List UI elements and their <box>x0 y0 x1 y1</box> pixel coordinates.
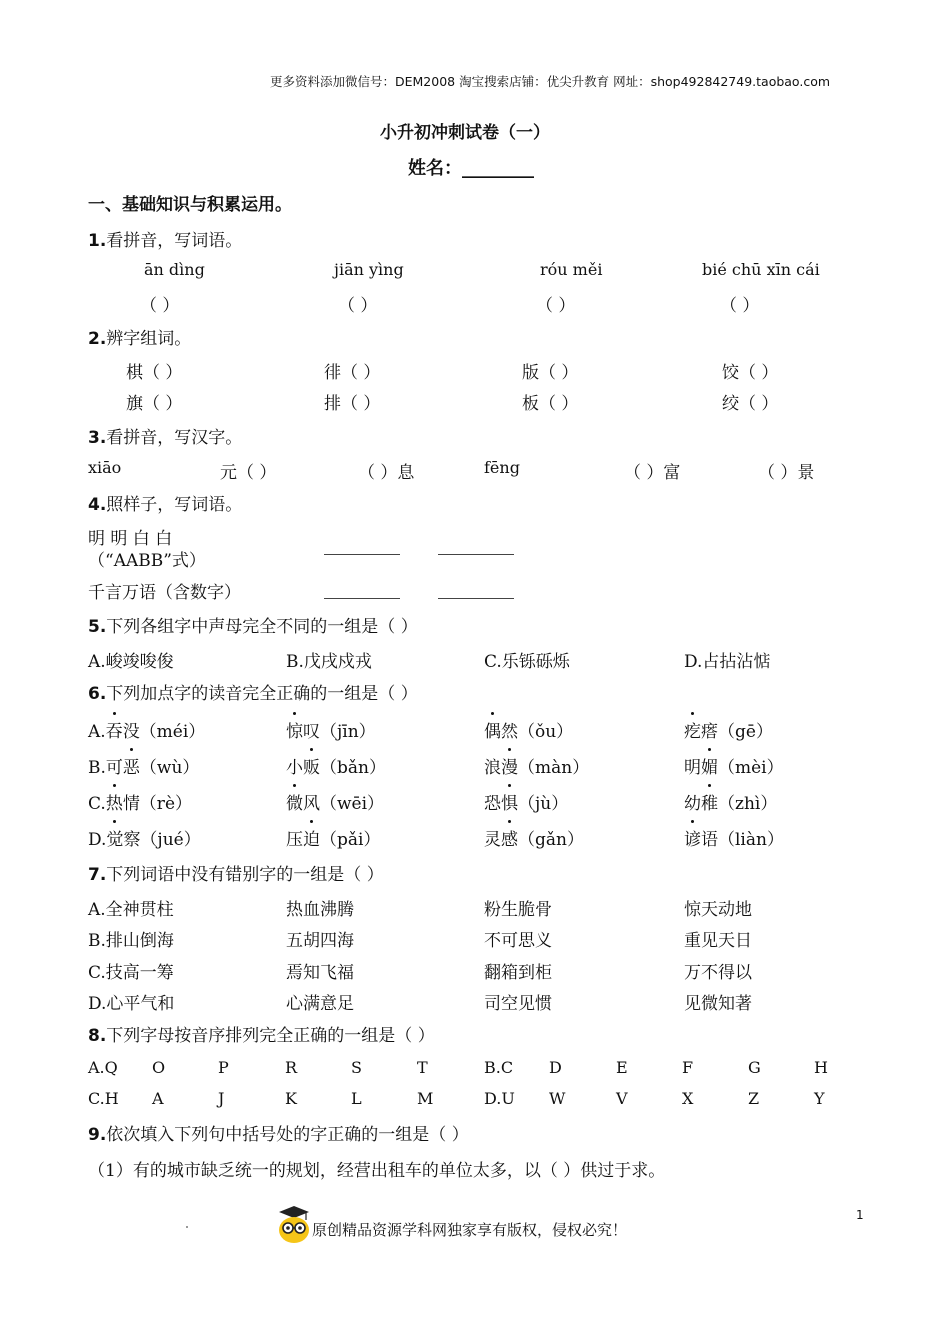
answer-blank[interactable]: （ ） <box>140 296 180 316</box>
option[interactable]: B.排山倒海 <box>88 931 174 951</box>
fill-blank[interactable]: （ ）息 <box>358 463 415 483</box>
footer-copyright: 原创精品资源学科网独家享有版权，侵权必究！ <box>312 1221 628 1239</box>
option-prefix: C. <box>88 794 106 814</box>
option-prefix: 压 <box>286 830 303 850</box>
option[interactable]: 惊天动地 <box>684 900 752 920</box>
letter-option: T <box>417 1058 428 1077</box>
option-prefix: A. <box>88 722 106 742</box>
dotted-char: 偶 <box>484 717 501 742</box>
example-pattern: （“AABB”式） <box>88 551 206 571</box>
example-word: 明 明 白 白 <box>88 529 173 549</box>
fill-blank[interactable]: （ ）富 <box>624 463 681 483</box>
option-prefix: 明 <box>684 758 701 778</box>
question-text: 下列词语中没有错别字的一组是（ ） <box>106 865 384 885</box>
dotted-char: 谚 <box>684 825 701 850</box>
question-5 <box>88 612 418 637</box>
letter-option: Z <box>748 1089 760 1108</box>
option[interactable]: 热血沸腾 <box>286 900 354 920</box>
question-8 <box>88 1021 435 1046</box>
letter-option: D <box>549 1058 562 1077</box>
option[interactable] <box>286 789 384 814</box>
letter-option: M <box>417 1089 434 1108</box>
pinyin-3: róu měi <box>540 260 603 279</box>
answer-line[interactable] <box>438 553 514 555</box>
question-number: 4. <box>88 495 107 515</box>
word-pair[interactable]: 版（ ） <box>522 363 579 383</box>
word-pair[interactable]: 饺（ ） <box>722 363 779 383</box>
option-prefix: 恐 <box>484 794 501 814</box>
dotted-char: 热 <box>106 789 123 814</box>
option[interactable]: C.乐铄砾烁 <box>484 652 570 672</box>
option-suffix: 然（ǒu） <box>501 722 574 742</box>
section-heading: 一、基础知识与积累运用。 <box>88 195 292 215</box>
question-text: 下列字母按音序排列完全正确的一组是（ ） <box>106 1026 435 1046</box>
answer-blank[interactable]: （ ） <box>720 296 760 316</box>
option[interactable]: 万不得以 <box>684 963 752 983</box>
letter-option[interactable]: A.Q <box>88 1058 118 1077</box>
option-prefix: 灵 <box>484 830 501 850</box>
question-text: 辨字组词。 <box>106 329 192 349</box>
option[interactable] <box>684 753 784 778</box>
letter-option: K <box>285 1089 297 1108</box>
option[interactable] <box>484 753 589 778</box>
letter-option: E <box>616 1058 628 1077</box>
option[interactable]: 心满意足 <box>286 994 354 1014</box>
option-suffix: 瘩（gē） <box>701 722 773 742</box>
option-suffix: （gǎn） <box>518 830 584 850</box>
option[interactable] <box>88 753 199 778</box>
letter-option: P <box>218 1058 229 1077</box>
letter-option[interactable]: D.U <box>484 1089 515 1108</box>
option-suffix: 语（liàn） <box>701 830 784 850</box>
option[interactable]: 重见天日 <box>684 931 752 951</box>
question-number: 7. <box>88 865 107 885</box>
question-4 <box>88 490 242 515</box>
question-number: 5. <box>88 617 107 637</box>
letter-option: X <box>682 1089 694 1108</box>
option-suffix: （màn） <box>518 758 590 778</box>
option[interactable] <box>88 789 192 814</box>
dotted-char: 惊 <box>286 717 303 742</box>
option[interactable]: A.峻竣唆俊 <box>88 652 174 672</box>
letter-option: A <box>152 1089 164 1108</box>
page-title: 小升初冲刺试卷（一） <box>380 123 550 143</box>
option[interactable]: B.戊戌戍戎 <box>286 652 372 672</box>
option-suffix: 叹（jīn） <box>303 722 376 742</box>
dotted-char: 疙 <box>684 717 701 742</box>
option-suffix: 风（wēi） <box>303 794 385 814</box>
word-pair[interactable]: 旗（ ） <box>126 394 183 414</box>
example-word: 千言万语（含数字） <box>88 583 241 603</box>
answer-line[interactable] <box>324 553 400 555</box>
option-prefix: 幼 <box>684 794 701 814</box>
fill-blank[interactable]: 元（ ） <box>220 463 277 483</box>
dotted-char: 媚 <box>701 753 718 778</box>
dotted-char: 感 <box>501 825 518 850</box>
option-suffix: （zhì） <box>718 794 778 814</box>
question-number: 3. <box>88 428 107 448</box>
option-suffix: （wù） <box>139 758 200 778</box>
pinyin-1: ān dìng <box>144 260 205 279</box>
option-suffix: （jù） <box>518 794 569 814</box>
dotted-char: 贩 <box>303 753 320 778</box>
question-text: 下列加点字的读音完全正确的一组是（ ） <box>106 684 418 704</box>
word-pair[interactable]: 徘（ ） <box>324 363 381 383</box>
letter-option: G <box>748 1058 761 1077</box>
question-number: 8. <box>88 1026 107 1046</box>
question-6 <box>88 679 418 704</box>
dotted-char: 迫 <box>303 825 320 850</box>
dotted-char: 恶 <box>123 753 140 778</box>
dotted-char: 吞 <box>106 717 123 742</box>
letter-option: L <box>351 1089 362 1108</box>
option[interactable]: 五胡四海 <box>286 931 354 951</box>
question-text: 看拼音，写词语。 <box>106 231 243 251</box>
word-pair[interactable]: 板（ ） <box>522 394 579 414</box>
option-prefix: 小 <box>286 758 303 778</box>
question-text: 依次填入下列句中括号处的字正确的一组是（ ） <box>106 1125 469 1145</box>
option[interactable]: 翻箱到柜 <box>484 963 552 983</box>
dotted-char: 惧 <box>501 789 518 814</box>
option-prefix: 浪 <box>484 758 501 778</box>
letter-option: J <box>218 1089 225 1108</box>
fill-blank[interactable]: （ ）景 <box>758 463 815 483</box>
name-field-label: 姓名：________ <box>408 158 534 179</box>
pinyin-4: bié chū xīn cái <box>702 260 820 279</box>
owl-logo-icon <box>277 1204 311 1244</box>
letter-option[interactable]: B.C <box>484 1058 514 1077</box>
dotted-char: 漫 <box>501 753 518 778</box>
option[interactable]: 粉生脆骨 <box>484 900 552 920</box>
question-1 <box>88 226 242 251</box>
question-number: 1. <box>88 231 107 251</box>
question-number: 6. <box>88 684 107 704</box>
question-2 <box>88 324 191 349</box>
footer-dot <box>186 1226 188 1228</box>
pinyin-2: jiān yìng <box>334 260 404 279</box>
option[interactable] <box>684 717 773 742</box>
answer-line[interactable] <box>324 597 400 599</box>
option-suffix: 没（méi） <box>122 722 206 742</box>
word-pair[interactable]: 棋（ ） <box>126 363 183 383</box>
option[interactable] <box>484 825 584 850</box>
letter-option: W <box>549 1089 566 1108</box>
option-prefix: B.可 <box>88 758 123 778</box>
letter-option: R <box>285 1058 298 1077</box>
option[interactable]: C.技高一筹 <box>88 963 174 983</box>
question-9 <box>88 1120 469 1145</box>
letter-option: F <box>682 1058 694 1077</box>
option[interactable] <box>88 717 205 742</box>
option[interactable] <box>684 825 784 850</box>
question-number: 9. <box>88 1125 107 1145</box>
option[interactable] <box>484 717 573 742</box>
letter-option: H <box>814 1058 828 1077</box>
question-3 <box>88 423 242 448</box>
option[interactable] <box>684 789 777 814</box>
letter-option: S <box>351 1058 362 1077</box>
option[interactable] <box>286 825 380 850</box>
pinyin: fēng <box>484 458 520 477</box>
option[interactable] <box>484 789 568 814</box>
option-suffix: 情（rè） <box>122 794 192 814</box>
option[interactable]: D.心平气和 <box>88 994 175 1014</box>
option[interactable]: 不可思义 <box>484 931 552 951</box>
question-text: 看拼音，写汉字。 <box>106 428 243 448</box>
page-number: 1 <box>856 1208 864 1222</box>
option-suffix: （pǎi） <box>320 830 381 850</box>
answer-blank[interactable]: （ ） <box>338 296 378 316</box>
sub-question: （1）有的城市缺乏统一的规划，经营出租车的单位太多，以（ ）供过于求。 <box>88 1161 666 1181</box>
option[interactable]: 司空见惯 <box>484 994 552 1014</box>
option[interactable]: D.占拈沾惦 <box>684 652 771 672</box>
dotted-char: 微 <box>286 789 303 814</box>
question-number: 2. <box>88 329 107 349</box>
option[interactable]: 见微知著 <box>684 994 752 1014</box>
dotted-char: 觉 <box>106 825 123 850</box>
option-suffix: （bǎn） <box>320 758 386 778</box>
question-7 <box>88 860 384 885</box>
option[interactable]: 焉知飞福 <box>286 963 354 983</box>
letter-option: V <box>616 1089 628 1108</box>
pinyin: xiāo <box>88 458 122 477</box>
option[interactable] <box>286 717 376 742</box>
question-text: 下列各组字中声母完全不同的一组是（ ） <box>106 617 418 637</box>
letter-option: O <box>152 1058 166 1077</box>
option-suffix: 察（jué） <box>123 830 201 850</box>
letter-option: Y <box>814 1089 825 1108</box>
word-pair[interactable]: 绞（ ） <box>722 394 779 414</box>
option[interactable] <box>286 753 386 778</box>
dotted-char: 稚 <box>701 789 718 814</box>
option-prefix: D. <box>88 830 107 850</box>
answer-blank[interactable]: （ ） <box>536 296 576 316</box>
option[interactable] <box>88 825 201 850</box>
option[interactable]: A.全神贯柱 <box>88 900 174 920</box>
letter-option[interactable]: C.H <box>88 1089 119 1108</box>
question-text: 照样子，写词语。 <box>106 495 243 515</box>
answer-line[interactable] <box>438 597 514 599</box>
option-suffix: （mèi） <box>718 758 784 778</box>
header-note: 更多资料添加微信号：DEM2008 淘宝搜索店铺：优尖升教育 网址：shop492842749.taobao.com <box>270 74 831 89</box>
word-pair[interactable]: 排（ ） <box>324 394 381 414</box>
